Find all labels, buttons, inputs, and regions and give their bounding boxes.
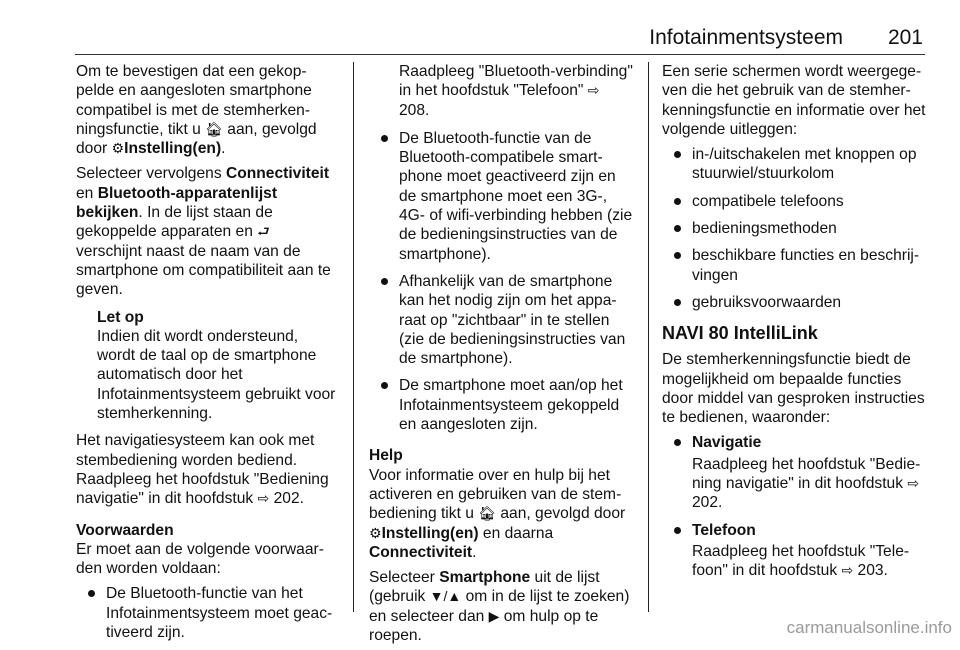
page-number: 201 xyxy=(887,26,923,49)
menu-label: Connectiviteit xyxy=(369,543,473,561)
ref-arrow-icon: ⇨ xyxy=(257,490,270,507)
ref-arrow-icon: ⇨ xyxy=(587,82,600,99)
bullet-list xyxy=(662,145,928,312)
list-item: Afhankelijk van de smartphone kan het nodig zijn om het apparaat op "zichtbaar" in te stellen (zie de bedieningsinstructies van de smartphone). xyxy=(369,272,633,368)
paragraph xyxy=(76,62,338,158)
definition-body xyxy=(692,455,928,513)
home-icon: 🏠︎ xyxy=(205,120,223,137)
section-title: Voorwaarden xyxy=(76,521,174,539)
text: Selecteer vervolgens xyxy=(76,165,226,183)
page-header xyxy=(75,24,925,55)
paragraph xyxy=(369,568,633,645)
page-reference: 203. xyxy=(857,562,888,580)
menu-label: Connectiviteit xyxy=(225,165,330,183)
gear-icon: ⚙ xyxy=(111,140,125,157)
text: Het navigatiesysteem kan ook met stembediening worden bediend. Raadpleeg het hoofdstuk "Bediening navigatie" in dit hoofdstuk xyxy=(76,432,329,508)
menu-label: Instelling(en) xyxy=(124,140,222,158)
menu-label: Smartphone xyxy=(439,569,531,587)
paragraph: Een serie schermen wordt weergegeven die het gebruik van de stemherkenningsfunctie en informatie over het volgende uitleggen: xyxy=(662,63,926,138)
text: . xyxy=(472,543,477,561)
text: . In de lijst staan de gekoppelde apparaten en xyxy=(76,204,273,241)
text: Voor informatie over en hulp bij het activeren en gebruiken van de stembediening tikt u xyxy=(369,466,622,523)
column-2 xyxy=(369,62,633,645)
menu-label: Instelling(en) xyxy=(381,524,479,542)
menu-label: Bluetooth-apparatenlijst bekijken xyxy=(76,184,278,222)
section-title: Help xyxy=(369,447,403,465)
paragraph xyxy=(369,62,633,120)
definition-body xyxy=(692,542,928,581)
list-item: gebruiksvoorwaarden xyxy=(662,293,928,312)
section-heading: NAVI 80 IntelliLink xyxy=(662,323,818,344)
text: Selecteer xyxy=(369,569,440,587)
column-divider xyxy=(353,62,354,612)
text: verschijnt naast de naam van de smartphone om compatibiliteit aan te geven. xyxy=(76,242,331,299)
list-item: in-/uitschakelen met knoppen op stuurwiel/stuurkolom xyxy=(662,145,928,184)
list-item xyxy=(662,521,928,581)
text: aan, gevolgd door xyxy=(496,505,626,523)
text: . xyxy=(221,140,226,158)
paragraph xyxy=(369,466,633,562)
page-reference: 202. xyxy=(692,494,723,512)
list-item: De smartphone moet aan/op het Infotainmentsysteem gekoppeld en aangesloten zijn. xyxy=(369,376,633,434)
note-title: Let op xyxy=(97,308,144,326)
chapter-title: Infotainmentsysteem xyxy=(649,26,843,49)
column-3 xyxy=(662,62,928,589)
text: Raadpleeg "Bluetooth-verbinding" in het hoofdstuk "Telefoon" xyxy=(399,63,633,100)
list-item: beschikbare functies en beschrijvingen xyxy=(662,246,928,285)
text: Raadpleeg het hoofdstuk "Telefoon" in dit hoofdstuk xyxy=(692,542,910,580)
bullet-list xyxy=(369,129,633,434)
paragraph xyxy=(76,431,338,508)
note-block xyxy=(76,308,338,424)
page-reference: 208. xyxy=(399,101,430,119)
list-item: De Bluetooth-functie van de Bluetooth-compatibele smartphone moet geactiveerd zijn en de smartphone moet een 3G-, 4G- of wifi-verbinding hebben (zie de bedieningsinstructies van de smartphone). xyxy=(369,129,633,264)
watermark: carmanualsonline.info xyxy=(786,618,952,637)
home-icon: 🏠︎ xyxy=(478,505,497,522)
definition-list xyxy=(662,433,928,580)
text: aan, gevolgd door xyxy=(76,120,317,158)
list-item: bedieningsmethoden xyxy=(662,219,928,238)
gear-icon: ⚙ xyxy=(369,524,382,541)
down-up-arrows-icon: ▼/▲ xyxy=(429,588,462,605)
definition-title: Telefoon xyxy=(692,521,756,539)
definition-title: Navigatie xyxy=(692,434,762,452)
ref-arrow-icon: ⇨ xyxy=(841,562,854,579)
text: en xyxy=(76,184,98,202)
text: uit de lijst (gebruik xyxy=(369,569,600,606)
list-item xyxy=(662,433,928,512)
paragraph: Er moet aan de volgende voorwaarden worden voldaan: xyxy=(76,540,324,578)
ref-arrow-icon: ⇨ xyxy=(907,475,920,492)
note-body: Indien dit wordt ondersteund, wordt de taal op de smartphone automatisch door het Infotainmentsysteem gebruikt voor stemherkenning. xyxy=(97,327,336,423)
page-reference: 202. xyxy=(273,490,304,508)
voice-icon: ⮐ xyxy=(257,223,270,240)
text: Om te bevestigen dat een gekoppelde en aangesloten smartphone compatibel is met de stemherkenningsfunctie, tikt u xyxy=(76,63,312,138)
list-item: De Bluetooth-functie van het Infotainmentsysteem moet geactiveerd zijn. xyxy=(76,584,338,642)
paragraph: De stemherkenningsfunctie biedt de mogelijkheid om bepaalde functies door middel van gesproken instructies te bedienen, waaronder: xyxy=(662,351,925,427)
text: om hulp op te roepen. xyxy=(369,607,599,645)
column-1 xyxy=(76,62,338,650)
play-icon: ▶ xyxy=(488,607,500,624)
text: en daarna xyxy=(478,524,554,542)
text: om in de lijst te zoeken) en selecteer dan xyxy=(369,588,630,625)
list-item: compatibele telefoons xyxy=(662,192,928,211)
column-divider xyxy=(648,62,649,612)
bullet-list xyxy=(76,584,338,642)
paragraph xyxy=(76,164,338,299)
text: Raadpleeg het hoofdstuk "Bediening navigatie" in dit hoofdstuk xyxy=(692,455,921,493)
